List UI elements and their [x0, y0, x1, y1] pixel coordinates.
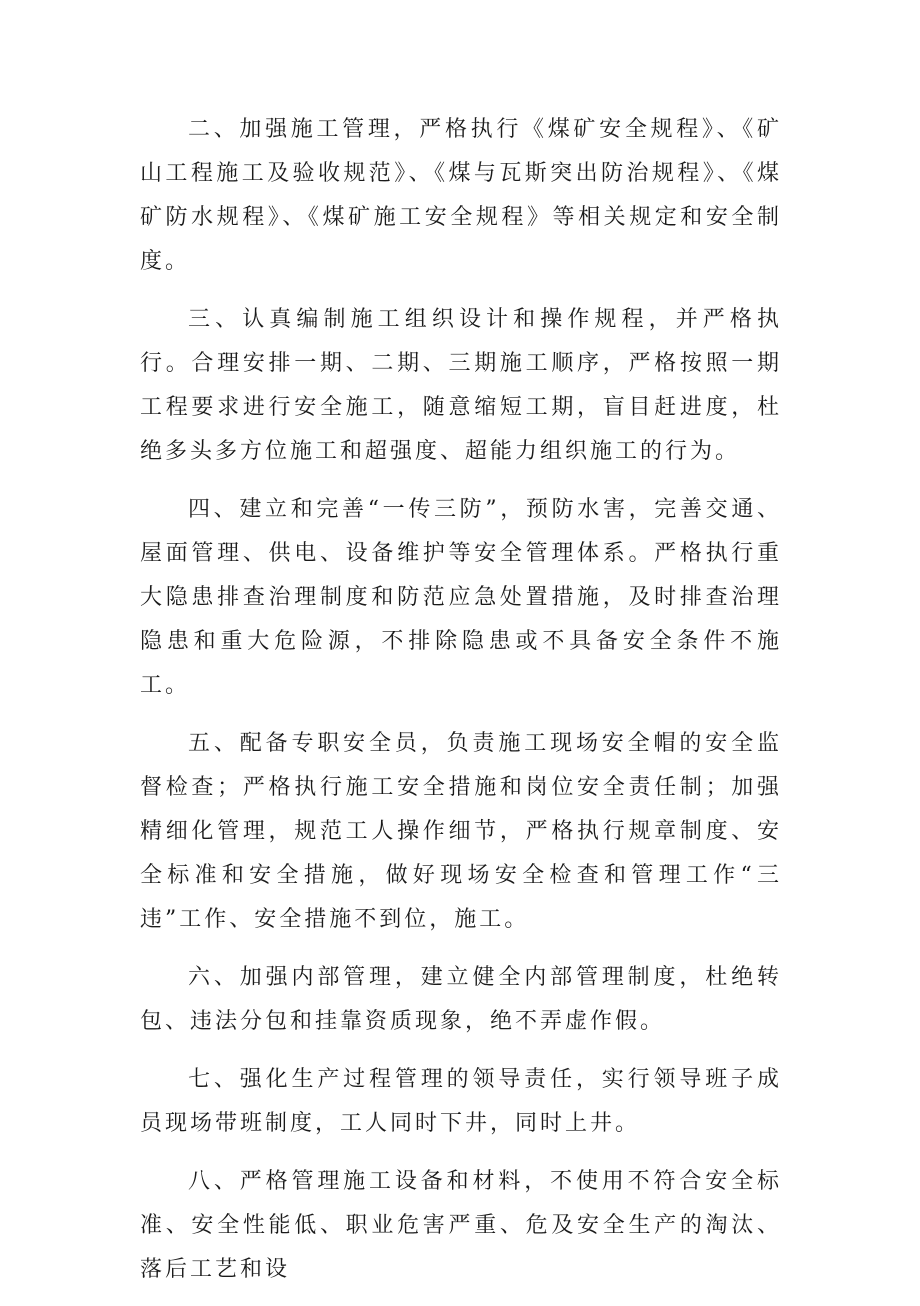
- paragraph-8: 八、严格管理施工设备和材料，不使用不符合安全标准、安全性能低、职业危害严重、危及安全生产的淘汰、落后工艺和设: [140, 1169, 782, 1282]
- paragraph-3: 三、认真编制施工组织设计和操作规程，并严格执行。合理安排一期、二期、三期施工顺序，严格按照一期工程要求进行安全施工，随意缩短工期，盲目赶进度，杜绝多头多方位施工和超强度、超能力组织施工的行为。: [140, 307, 782, 464]
- paragraph-7: 七、强化生产过程管理的领导责任，实行领导班子成员现场带班制度，工人同时下井，同时上井。: [140, 1067, 782, 1136]
- paragraph-5: 五、配备专职安全员，负责施工现场安全帽的安全监督检查；严格执行施工安全措施和岗位安全责任制；加强精细化管理，规范工人操作细节，严格执行规章制度、安全标准和安全措施，做好现场安全检查和管理工作“三违”工作、安全措施不到位，施工。: [140, 731, 782, 932]
- paragraph-2: 二、加强施工管理，严格执行《煤矿安全规程》、《矿山工程施工及验收规范》、《煤与瓦斯突出防治规程》、《煤矿防水规程》、《煤矿施工安全规程》等相关规定和安全制度。: [140, 117, 782, 274]
- paragraph-4: 四、建立和完善“一传三防”，预防水害，完善交通、屋面管理、供电、设备维护等安全管理体系。严格执行重大隐患排查治理制度和防范应急处置措施，及时排查治理隐患和重大危险源，不排除隐患或不具备安全条件不施工。: [140, 497, 782, 698]
- paragraph-6: 六、加强内部管理，建立健全内部管理制度，杜绝转包、违法分包和挂靠资质现象，绝不弄虚作假。: [140, 965, 782, 1034]
- document-body: [140, 108, 782, 1306]
